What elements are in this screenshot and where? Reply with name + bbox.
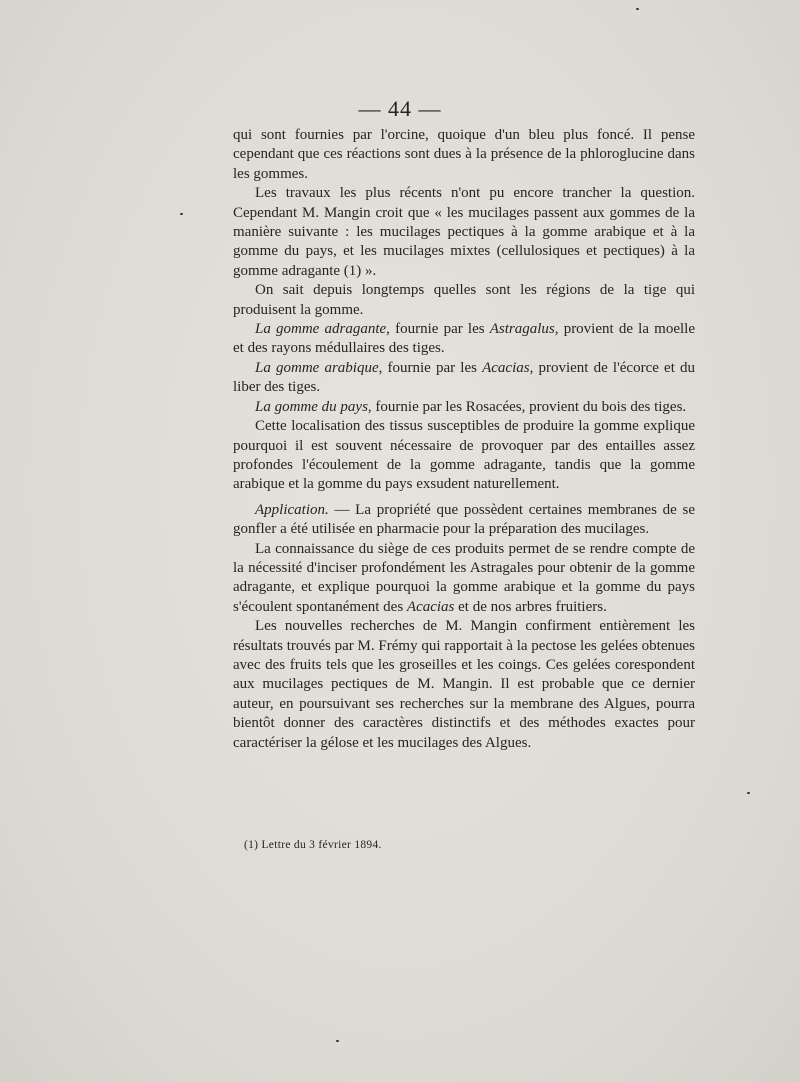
print-speck [747, 792, 750, 794]
paragraph-connaissance [233, 540, 695, 618]
paragraph-gomme-du-pays [233, 398, 695, 417]
paragraph-application [233, 501, 695, 540]
term-gomme-arabique: La gomme arabique [255, 359, 379, 376]
paragraph-text: et de nos arbres fruitiers. [454, 598, 607, 615]
paragraph-text: , provient de l'écorce et du liber des tiges. [233, 359, 696, 396]
term-gomme-du-pays: La gomme du pays [255, 398, 368, 415]
print-speck [636, 8, 639, 10]
paragraph-gomme-arabique [233, 359, 695, 398]
paragraph-localisation: Cette localisation des tissus susceptibles de produire la gomme explique pourquoi il est souvent nécessaire de provoquer par des entailles assez profondes l'écoulement de la gomme adragante, tandis que la gomme arabique et la gomme du pays exsudent naturellement. [233, 418, 695, 493]
paragraph-gomme-adragante [233, 320, 695, 359]
term-gomme-adragante: La gomme adragante [255, 321, 387, 338]
paragraph-3: On sait depuis longtemps quelles sont les régions de la tige qui produisent la gomme. [233, 282, 695, 318]
body-text [233, 126, 695, 753]
print-speck [336, 1040, 339, 1042]
paragraph-text: — La propriété que possèdent certaines membranes de se gonfler a été utilisée en pharmacie pour la préparation des mucilages. [233, 501, 695, 538]
paragraph-text: , fournie par les [378, 359, 483, 376]
paragraph-nouvelles-recherches: Les nouvelles recherches de M. Mangin confirment entièrement les résultats trouvés par M. Frémy qui rapportait à la pectose les gelées obtenues avec des fruits tels que les groseilles et les coings. Ces gelées corespondent aux mucilages pectiques de M. Mangin. Il est probable que ce dernier auteur, en poursuivant ses recherches sur la membrane des Algues, pourra bientôt donner des caractères distinctifs et des méthodes exactes pour caractériser la gélose et les mucilages des Algues. [233, 618, 695, 751]
paragraph-1: qui sont fournies par l'orcine, quoique d'un bleu plus foncé. Il pense cependant que ces réactions sont dues à la présence de la phloroglucine dans les gommes. [233, 127, 695, 182]
term-astragalus: Astragalus [489, 321, 555, 338]
paragraph-text: , provient de la moelle et des rayons médullaires des tiges. [233, 321, 695, 357]
term-application: Application. [255, 501, 329, 518]
paragraph-2: Les travaux les plus récents n'ont pu encore trancher la question. Cependant M. Mangin croit que « les mucilages passent aux gommes de la manière suivante : les mucilages pectiques à la gomme arabique et à la gomme du pays, et les mucilages mixtes (cellulosiques et pectiques) à la gomme adragante (1) ». [233, 185, 695, 279]
footnote: (1) Lettre du 3 février 1894. [244, 839, 382, 851]
term-acacias: Acacias [482, 359, 530, 376]
paragraph-text: , fournie par les Rosacées, provient du bois des tiges. [367, 398, 687, 415]
print-speck [180, 213, 183, 215]
paragraph-text: La connaissance du siège de ces produits permet de se rendre compte de la nécessité d'inciser profondément les Astragales pour obtenir de la gomme adragante, et explique pourquoi la gomme arabique et la gomme du pays s'écoulent spontanément des [233, 540, 695, 615]
term-acacias: Acacias [406, 598, 455, 615]
page-number: — 44 — [358, 96, 442, 121]
paragraph-text: , fournie par les [386, 321, 490, 338]
